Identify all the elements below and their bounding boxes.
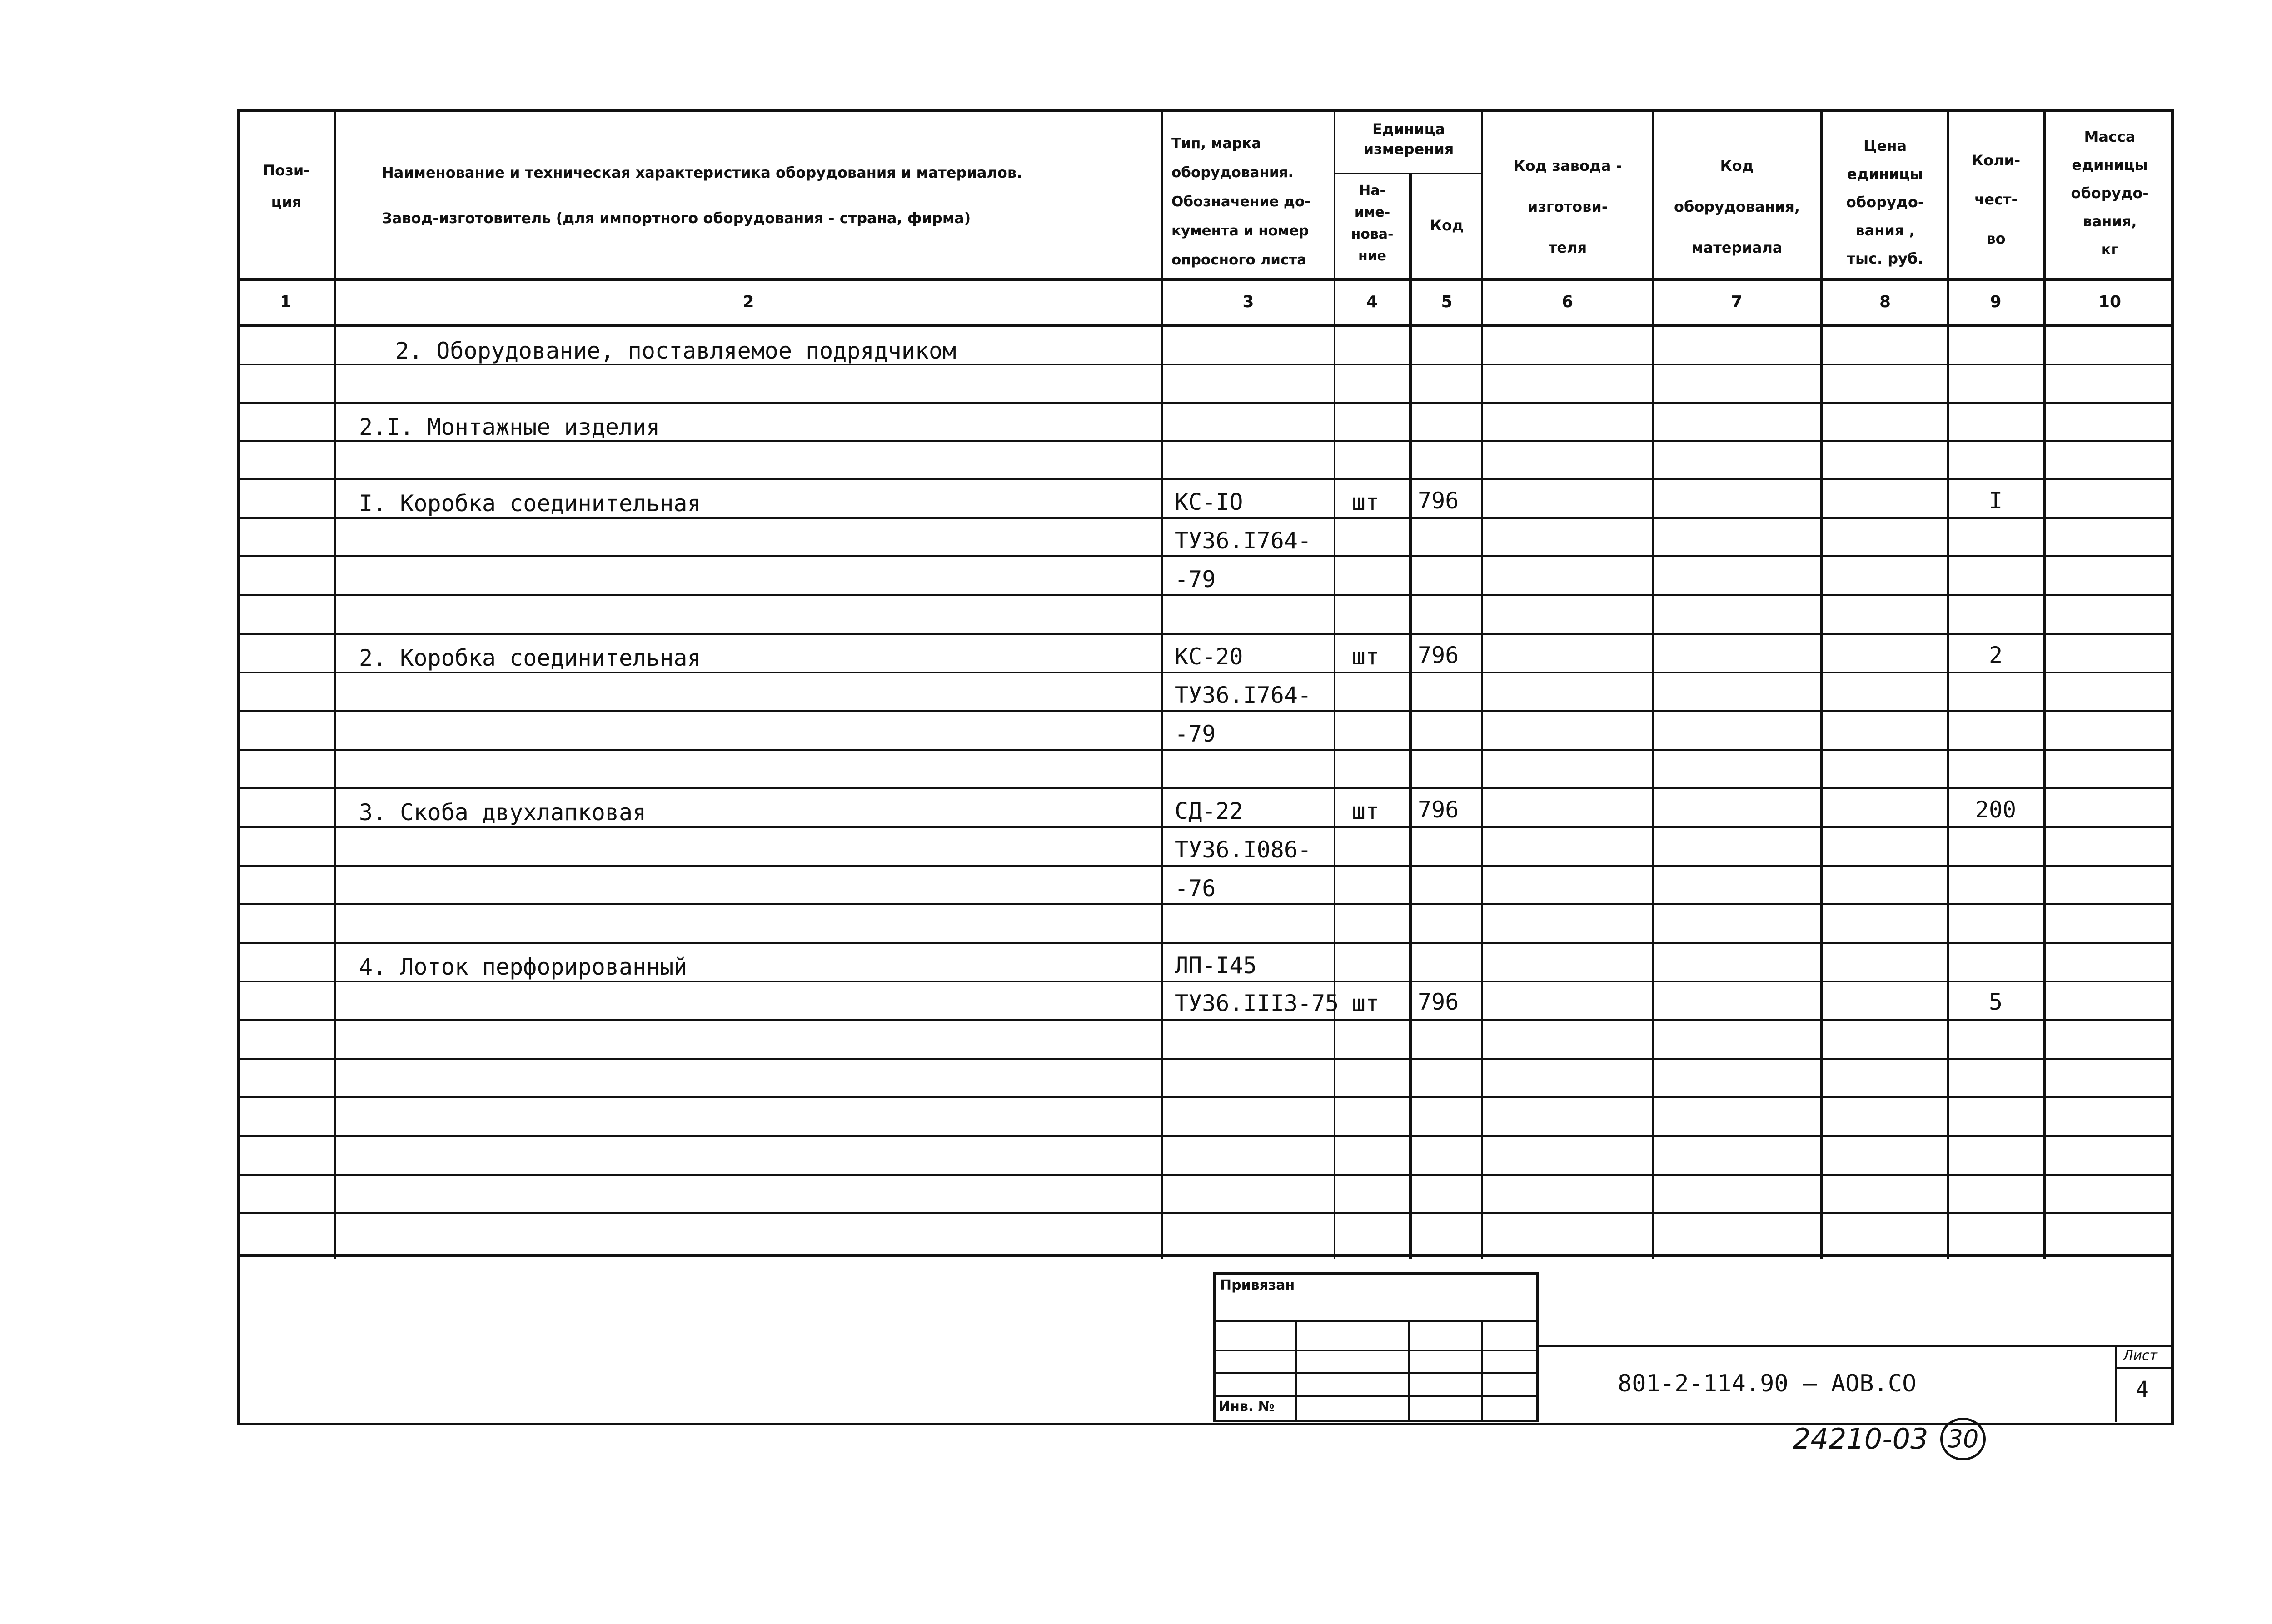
header-bottom-line [237,278,2174,281]
row-line [237,555,2174,557]
stamp-line [1213,1350,1539,1351]
item-type: ЛП-I45 [1175,952,1257,979]
stamp-col [1481,1320,1483,1422]
col-line-7 [1820,109,1823,1259]
item-unit-code: 796 [1418,642,1459,668]
column-number: 1 [279,293,292,311]
item-type: КС-IO [1175,489,1243,515]
row-line [237,478,2174,480]
row-line [237,865,2174,867]
col-line-9 [2043,109,2046,1259]
row-line [237,672,2174,673]
column-number: 2 [742,293,754,311]
table-bottom-line [237,1254,2174,1257]
row-line [237,749,2174,751]
column-number: 7 [1731,293,1743,311]
header-maker-code: Код завода - изготови- теля [1513,157,1622,256]
stamp-col [1408,1320,1410,1422]
row-line [237,942,2174,944]
col-line-5 [1481,109,1483,1259]
row-line [237,1058,2174,1060]
header-unit-name: На- име- нова- ние [1351,183,1394,264]
stamp-line [1213,1372,1539,1374]
row-line [237,633,2174,635]
section-title: 2. Оборудование, поставляемое подрядчиком [395,338,957,364]
sheet-number: 4 [2136,1377,2149,1402]
item-unit: шт [1352,798,1380,824]
bound-label: Привязан [1220,1277,1295,1293]
row-line [237,903,2174,905]
item-unit-code: 796 [1418,797,1459,823]
column-number: 5 [1441,293,1453,311]
item-quantity: 5 [1988,989,2003,1015]
header-equipment-code: Код оборудования, материала [1674,157,1800,256]
col-line-4 [1409,173,1412,1259]
numbers-bottom-line [237,324,2174,327]
circled-number: 30 [1940,1418,1986,1460]
header-name: Наименование и техническая характеристика оборудования и материалов. Завод-изготовитель (для импортного оборудования - страна, фирма) [382,164,1022,227]
column-number: 4 [1366,293,1378,311]
row-line [237,1096,2174,1098]
col-line-3 [1334,109,1335,1259]
inventory-label: Инв. № [1219,1399,1275,1415]
sheet-label: Лист [2123,1348,2158,1364]
item-type: ТУ36.I764- [1175,682,1312,708]
subsection-title: 2.I. Монтажные изделия [359,414,660,440]
item-quantity: 2 [1988,642,2003,668]
item-unit-code: 796 [1418,989,1459,1015]
item-type: ТУ36.I764- [1175,528,1312,554]
col-line-1 [334,109,336,1259]
header-type: Тип, марка оборудования. Обозначение до- кумента и номер опросного листа [1171,135,1311,268]
header-unit-group: Единица измерения [1363,120,1454,158]
item-unit: шт [1352,643,1380,670]
row-line [237,594,2174,596]
stamp-line [1213,1395,1539,1397]
sheet-box-line [2115,1367,2174,1369]
header-mass: Масса единицы оборудо- вания, кг [2071,128,2149,258]
row-line [237,1174,2174,1176]
header-quantity: Коли- чест- во [1971,152,2021,247]
column-number: 3 [1242,293,1254,311]
item-type: -76 [1175,875,1216,902]
item-type: -79 [1175,721,1216,747]
unit-subheader-line [1334,173,1483,174]
row-line [237,710,2174,712]
item-name: 4. Лоток перфорированный [359,954,688,980]
item-quantity: I [1988,488,2003,514]
header-position: Пози- ция [263,162,310,211]
item-type: СД-22 [1175,798,1243,824]
item-unit-code: 796 [1418,488,1459,514]
document-code: 801-2-114.90 — АОВ.СО [1618,1370,1917,1397]
row-line [237,1019,2174,1021]
sheet-box-line [2115,1345,2117,1422]
archive-number: 24210-03 [1793,1422,1928,1455]
stamp-col [1295,1320,1297,1422]
item-name: 3. Скоба двухлапковая [359,799,647,826]
row-line [237,826,2174,828]
item-name: 2. Коробка соединительная [359,645,701,671]
column-number: 9 [1990,293,2002,311]
header-unit-code: Код [1430,217,1464,234]
item-type: КС-20 [1175,643,1243,670]
item-unit: шт [1352,990,1380,1016]
row-line [237,402,2174,404]
column-number: 8 [1879,293,1891,311]
column-number: 6 [1561,293,1574,311]
row-line [237,1135,2174,1137]
item-quantity: 200 [1975,797,2017,823]
item-type: -79 [1175,566,1216,593]
row-line [237,1212,2174,1214]
col-line-6 [1652,109,1654,1259]
item-name: I. Коробка соединительная [359,490,701,517]
col-line-8 [1947,109,1949,1259]
item-unit: шт [1352,489,1380,515]
row-line [237,981,2174,982]
row-line [237,787,2174,789]
col-line-2 [1161,109,1163,1259]
header-price: Цена единицы оборудо- вания , тыс. руб. [1846,137,1924,267]
item-type: ТУ36.I086- [1175,837,1312,863]
title-block-top-line [1539,1345,2174,1347]
item-type: ТУ36.III3-75 [1175,990,1339,1016]
column-number: 10 [2098,293,2122,311]
stamp-line [1213,1320,1539,1322]
row-line [237,517,2174,519]
